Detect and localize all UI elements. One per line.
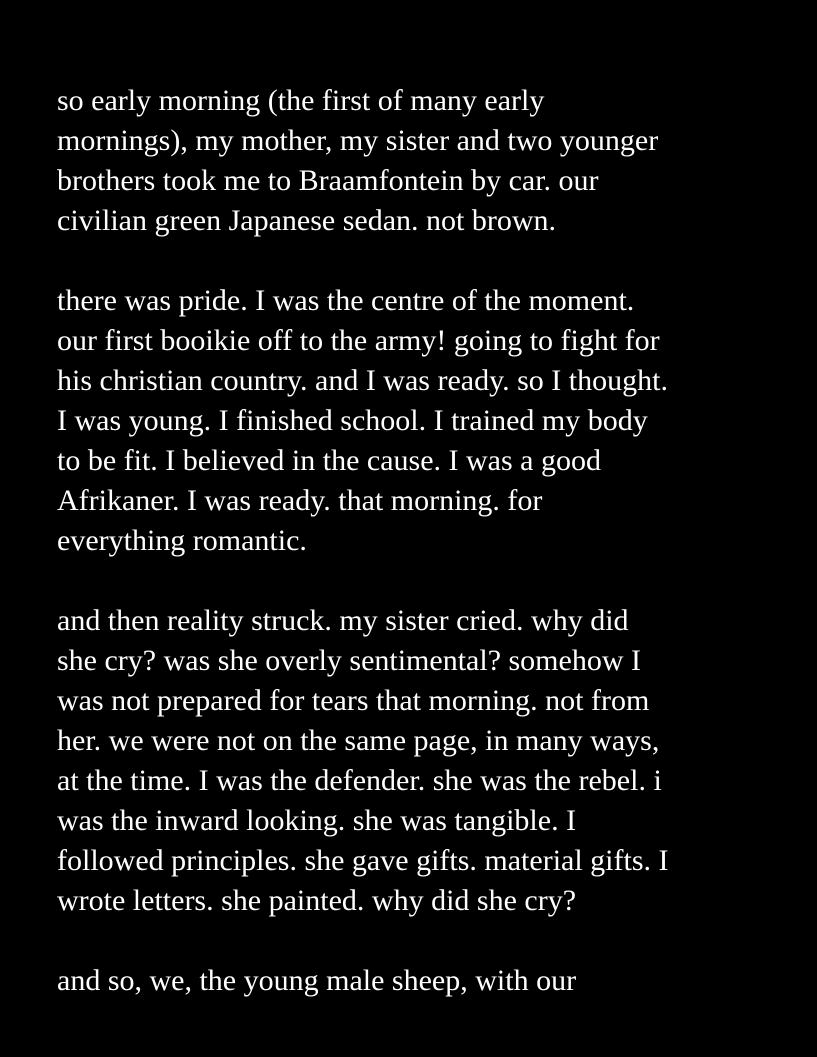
text-line: her. we were not on the same page, in many ways, [57, 724, 660, 757]
text-line: was not prepared for tears that morning. not from [57, 684, 650, 717]
paragraph-gap [57, 561, 797, 601]
paragraph-gap [57, 921, 797, 961]
text-line: his christian country. and I was ready. so I thought. [57, 364, 668, 397]
text-line: mornings), my mother, my sister and two younger [57, 124, 659, 157]
text-line: was the inward looking. she was tangible. I [57, 804, 577, 837]
text-line: there was pride. I was the centre of the moment. [57, 284, 635, 317]
text-line: to be fit. I believed in the cause. I was a good [57, 444, 601, 477]
text-line: followed principles. she gave gifts. material gifts. I [57, 844, 669, 877]
text-body [57, 81, 797, 1001]
text-line: I was young. I finished school. I trained my body [57, 404, 648, 437]
text-line: our first booikie off to the army! going to fight for [57, 324, 660, 357]
paragraph-gap [57, 241, 797, 281]
text-line: and then reality struck. my sister cried. why did [57, 604, 629, 637]
text-line: at the time. I was the defender. she was the rebel. i [57, 764, 662, 797]
text-line: Afrikaner. I was ready. that morning. for [57, 484, 543, 517]
text-line: wrote letters. she painted. why did she cry? [57, 884, 577, 917]
text-line: civilian green Japanese sedan. not brown. [57, 204, 556, 237]
text-line: so early morning (the first of many early [57, 84, 545, 117]
text-line: brothers took me to Braamfontein by car. our [57, 164, 599, 197]
text-line: and so, we, the young male sheep, with our [57, 964, 577, 997]
text-line: she cry? was she overly sentimental? somehow I [57, 644, 641, 677]
text-line: everything romantic. [57, 524, 307, 557]
